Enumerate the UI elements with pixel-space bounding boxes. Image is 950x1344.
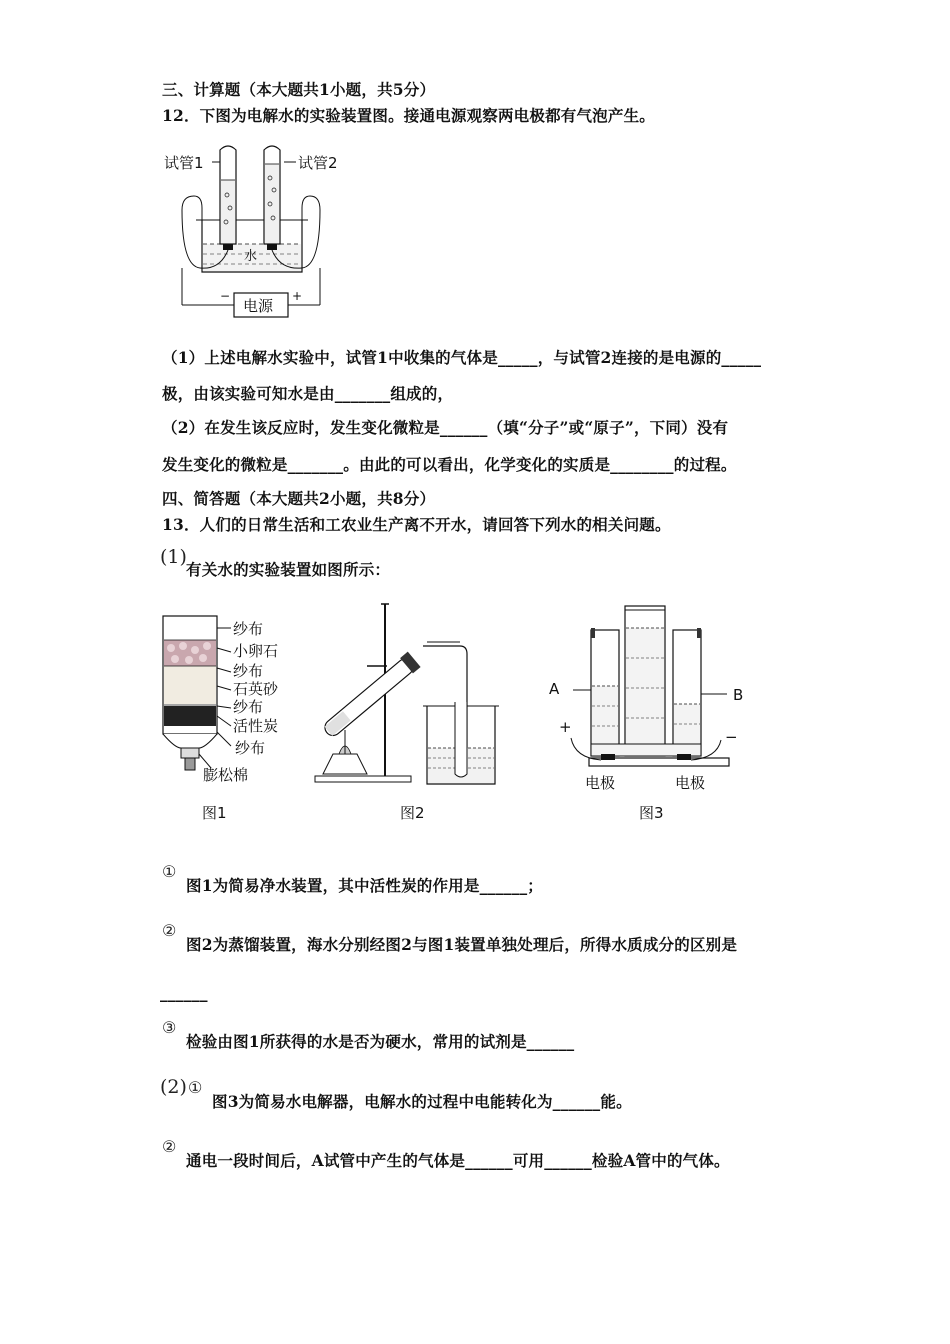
q13-s5-text: 通电一段时间后，A试管中产生的气体是______可用______检验A管中的气体。 [186,1151,730,1170]
plus-label: + [292,289,303,303]
fig1-label-gauze4: 纱布 [235,739,266,757]
q12-part1-line2: 极，由该实验可知水是由_______组成的， [162,384,454,403]
fig1-label-sand: 石英砂 [233,680,279,698]
q13-figures [155,598,795,830]
fig3-electrode-right: 电极 [675,774,706,792]
q13-s2-blank: ______ [160,983,208,1002]
q12-stem: 12．下图为电解水的实验装置图。接通电源观察两电极都有气泡产生。 [162,106,655,125]
q13-s1-text: 图1为简易净水装置，其中活性炭的作用是______； [186,876,543,895]
q12-part2-line1: （2）在发生该反应时，发生变化微粒是______（填“分子”或“原子”，下同）没有 [162,418,729,437]
water-label: 水 [244,249,258,264]
q12-electrolysis-figure [160,140,360,325]
q13-s3-text: 检验由图1所获得的水是否为硬水，常用的试剂是______ [186,1032,575,1051]
q12-part1-line1: （1）上述电解水实验中，试管1中收集的气体是_____，与试管2连接的是电源的_____ [162,348,762,367]
power-label: 电源 [243,297,274,315]
figure3-caption: 图3 [639,804,664,822]
q12-part2-line2: 发生变化的微粒是_______。由此的可以看出，化学变化的实质是________的过程。 [162,455,737,474]
fig1-label-cotton: 膨松棉 [203,766,249,784]
fig1-label-gauze2: 纱布 [233,662,264,680]
fig3-plus: + [559,718,572,736]
q13-s4-mark: ① [188,1078,203,1097]
minus-label: − [220,289,231,303]
fig1-label-gauze1: 纱布 [233,620,264,638]
q13-s4-text: 图3为简易水电解器，电解水的过程中电能转化为______能。 [212,1092,632,1111]
figure1-caption: 图1 [202,804,227,822]
fig1-label-carbon: 活性炭 [233,717,279,735]
q13-part2-mark: (2) [160,1076,187,1098]
fig1-label-pebbles: 小卵石 [233,642,279,660]
q13-part1-mark: (1) [160,546,187,568]
section4-title: 四、简答题（本大题共2小题，共8分） [162,489,436,508]
fig3-label-a: A [549,680,560,698]
q13-s2-text: 图2为蒸馏装置，海水分别经图2与图1装置单独处理后，所得水质成分的区别是 [186,935,738,954]
figure3-electrolyser [549,606,743,822]
q13-s2-mark: ② [162,921,177,940]
figure2-distillation [315,604,499,822]
fig3-electrode-left: 电极 [585,774,616,792]
fig1-label-gauze3: 纱布 [233,698,264,716]
figure2-caption: 图2 [400,804,425,822]
q13-part1-text: 有关水的实验装置如图所示： [186,560,391,579]
q13-s1-mark: ① [162,862,177,881]
tube1-label: 试管1 [164,154,204,172]
tube2-label: 试管2 [298,154,338,172]
q13-s3-mark: ③ [162,1018,177,1037]
section3-title: 三、计算题（本大题共1小题，共5分） [162,80,436,99]
q13-stem: 13．人们的日常生活和工农业生产离不开水，请回答下列水的相关问题。 [162,515,671,534]
figure1-filter [163,616,279,822]
fig3-label-b: B [733,686,744,704]
q13-s5-mark: ② [162,1137,177,1156]
fig3-minus: − [725,728,738,746]
